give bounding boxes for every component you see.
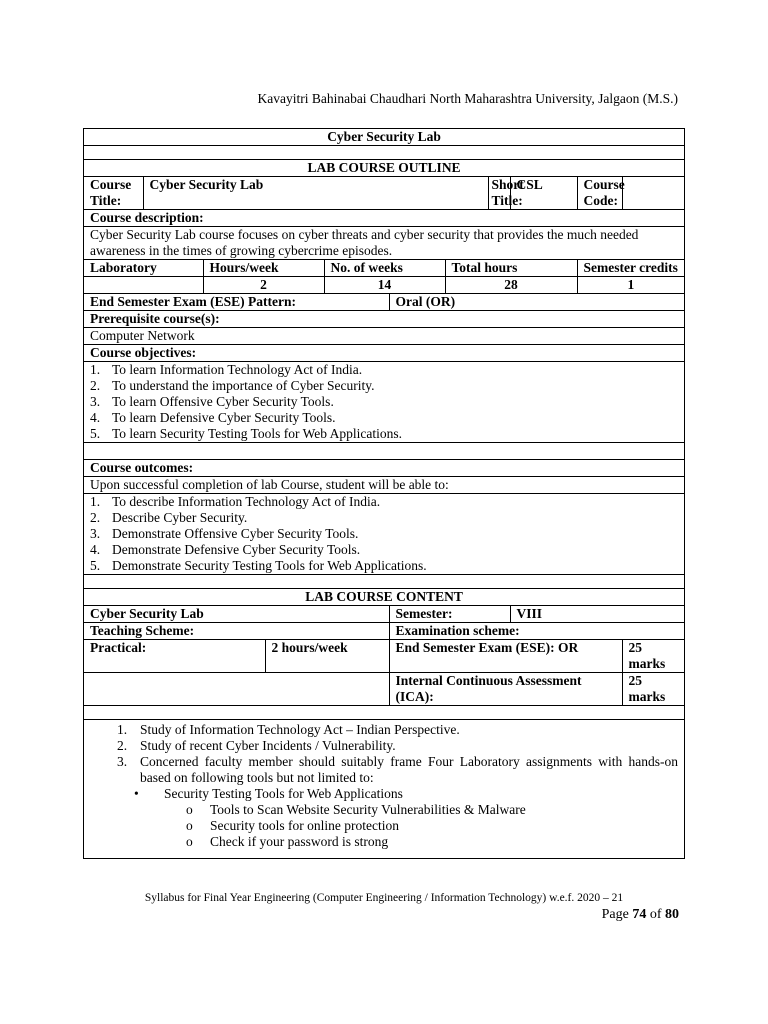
description-label: Course description: <box>84 210 684 227</box>
lab-value-hours: 2 <box>203 277 324 294</box>
list-item: • Security Testing Tools for Web Applications <box>134 786 403 801</box>
list-item: 3. Demonstrate Offensive Cyber Security Tools. <box>90 526 359 541</box>
ica-label: Internal Continuous Assessment (ICA): <box>389 673 622 706</box>
course-title-heading: Cyber Security Lab <box>84 129 684 146</box>
ica-blank-cell <box>84 673 389 706</box>
course-code-value <box>622 177 684 210</box>
semester-label: Semester: <box>389 606 510 623</box>
list-item: 1. Study of Information Technology Act – Indian Perspective. <box>117 722 460 737</box>
outcomes-list-cell <box>84 494 684 575</box>
outcomes-label: Course outcomes: <box>84 460 684 477</box>
course-code-label: Course Code: <box>577 177 622 210</box>
list-item: o Tools to Scan Website Security Vulnerabilities & Malware <box>186 802 526 817</box>
lab-header-total: Total hours <box>445 260 577 277</box>
list-item: o Security tools for online protection <box>186 818 399 833</box>
course-outline-table <box>84 129 684 720</box>
lab-header-weeks: No. of weeks <box>324 260 445 277</box>
list-item: 5. To learn Security Testing Tools for Web Applications. <box>90 426 403 441</box>
practical-value: 2 hours/week <box>265 640 389 673</box>
content-course-name: Cyber Security Lab <box>84 606 389 623</box>
university-header: Kavayitri Bahinabai Chaudhari North Maharashtra University, Jalgaon (M.S.) <box>257 91 678 106</box>
short-title-label: Short Title: <box>488 177 510 210</box>
lab-header-laboratory: Laboratory <box>84 260 203 277</box>
objectives-list-cell <box>84 362 684 443</box>
semester-value: VIII <box>510 606 684 623</box>
spacer-row <box>84 443 684 460</box>
description-text: Cyber Security Lab course focuses on cyber threats and cyber security that provides the much needed awareness in the times of growing cybercrime episodes. <box>84 227 684 260</box>
course-title-value: Cyber Security Lab <box>143 177 488 210</box>
list-item: 2. Study of recent Cyber Incidents / Vulnerability. <box>117 738 396 753</box>
list-item: 4. Demonstrate Defensive Cyber Security Tools. <box>90 542 361 557</box>
exam-scheme-label: Examination scheme: <box>389 623 684 640</box>
teaching-scheme-label: Teaching Scheme: <box>84 623 389 640</box>
list-item: o Check if your password is strong <box>186 834 389 849</box>
list-item: 1. To describe Information Technology Act of India. <box>90 494 381 509</box>
outcomes-intro: Upon successful completion of lab Course, student will be able to: <box>84 477 684 494</box>
syllabus-footer: Syllabus for Final Year Engineering (Computer Engineering / Information Technology) w.e.f. 2020 – 21 <box>144 892 624 904</box>
prerequisite-value: Computer Network <box>84 328 684 345</box>
ese-pattern-label: End Semester Exam (ESE) Pattern: <box>84 294 389 311</box>
page-number: Page 74 of 80 <box>601 907 679 922</box>
list-item: 3. To learn Offensive Cyber Security Tools. <box>90 394 334 409</box>
lab-value-credits: 1 <box>577 277 684 294</box>
list-item: 5. Demonstrate Security Testing Tools for Web Applications. <box>90 558 427 573</box>
spacer-row <box>84 706 684 720</box>
short-title-value: CSL <box>510 177 577 210</box>
outline-heading: LAB COURSE OUTLINE <box>84 160 684 177</box>
lab-value-weeks: 14 <box>324 277 445 294</box>
content-heading: LAB COURSE CONTENT <box>84 589 684 606</box>
lab-content-list <box>84 720 684 850</box>
ese-marks: 25 marks <box>622 640 684 673</box>
ese-pattern-value: Oral (OR) <box>389 294 684 311</box>
course-title-label: Course Title: <box>84 177 143 210</box>
list-item: 1. To learn Information Technology Act of India. <box>90 362 363 377</box>
outcomes-list <box>90 494 678 574</box>
ese-label: End Semester Exam (ESE): OR <box>389 640 622 673</box>
lab-header-credits: Semester credits <box>577 260 684 277</box>
lab-value-laboratory <box>84 277 203 294</box>
objectives-label: Course objectives: <box>84 345 684 362</box>
spacer-row <box>84 575 684 589</box>
prerequisite-label: Prerequisite course(s): <box>84 311 684 328</box>
ica-marks: 25 marks <box>622 673 684 706</box>
spacer-row <box>84 146 684 160</box>
list-item: 3. Concerned faculty member should suitably frame Four Laboratory assignments with hands-on based on following tools but not limited to: <box>117 754 678 785</box>
list-item: 4. To learn Defensive Cyber Security Tools. <box>90 410 336 425</box>
lab-value-total: 28 <box>445 277 577 294</box>
list-item: 2. Describe Cyber Security. <box>90 510 248 525</box>
objectives-list <box>90 362 678 442</box>
list-item: 2. To understand the importance of Cyber Security. <box>90 378 375 393</box>
syllabus-frame <box>83 128 685 859</box>
practical-label: Practical: <box>84 640 265 673</box>
lab-header-hours: Hours/week <box>203 260 324 277</box>
